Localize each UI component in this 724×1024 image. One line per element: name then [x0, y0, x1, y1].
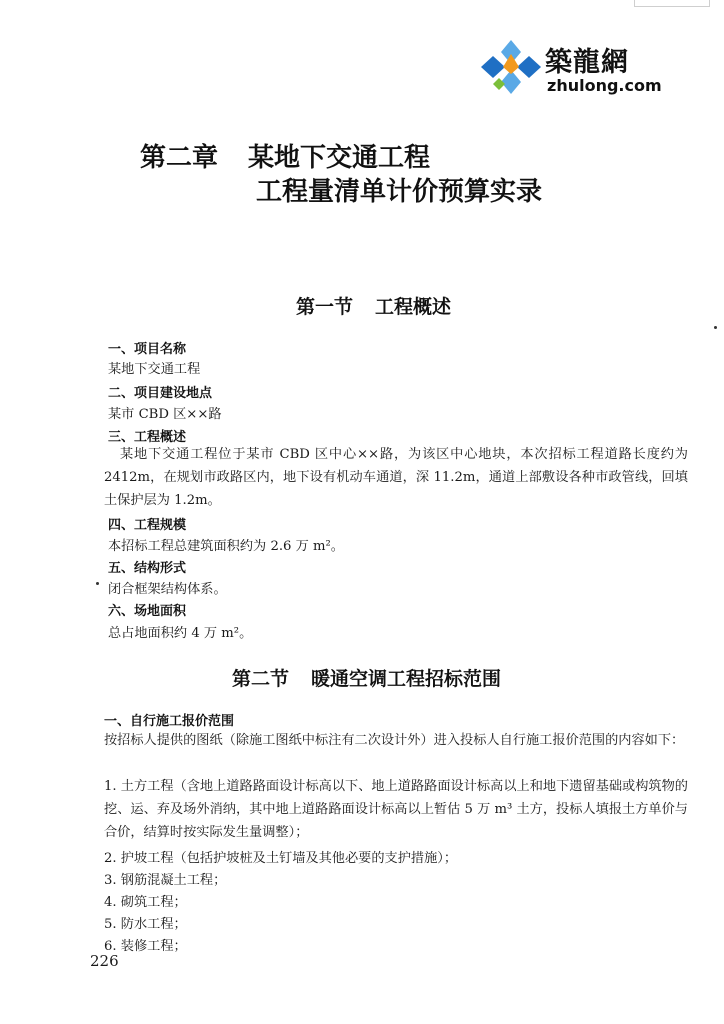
logo-diamond-left [481, 56, 505, 78]
section1-title [296, 292, 451, 319]
section2-sub-heading: 一、自行施工报价范围 [104, 714, 235, 729]
list-item: 2. 护坡工程（包括护坡桩及土钉墙及其他必要的支护措施）； [104, 851, 458, 866]
section2-title [232, 664, 501, 691]
item-text: 某地下交通工程 [108, 362, 201, 377]
list-item: 1. 土方工程（含地上道路路面设计标高以下、地上道路路面设计标高以上和地下遗留基础或构筑物的挖、运、弃及场外消纳，其中地上道路路面设计标高以上暂估 5 万 m³ 土方，投标人填报土方单价与合价，结算时按实际发生量调整）； [104, 779, 688, 840]
item-text: 总占地面积约 4 万 m²。 [108, 626, 253, 641]
item-text: 闭合框架结构体系。 [108, 582, 227, 597]
item-paragraph: 某地下交通工程位于某市 CBD 区中心××路，为该区中心地块，本次招标工程道路长度约为 2412m，在规划市政路区内，地下设有机动车通道，深 11.2m，通道上部敷设各种市政管线，回填土保护层为 1.2m。 [104, 447, 688, 508]
section1-number: 第一节 [296, 296, 354, 318]
logo-mark-icon [479, 38, 543, 96]
section2-number: 第二节 [232, 668, 290, 690]
list-item: 6. 装修工程； [104, 939, 187, 954]
chapter-subtitle: 工程量清单计价预算实录 [256, 177, 543, 207]
item-heading: 一、项目名称 [108, 342, 187, 357]
section1-name: 工程概述 [375, 296, 452, 318]
logo-chinese-name: 築龍網 [545, 47, 629, 78]
scan-speck [714, 326, 717, 329]
zhulong-logo [479, 36, 662, 98]
chapter-title-text: 某地下交通工程 [248, 143, 431, 173]
item-text: 本招标工程总建筑面积约为 2.6 万 m²。 [108, 539, 344, 554]
logo-site-name: zhulong.com [547, 76, 662, 95]
item-heading: 四、工程规模 [108, 518, 187, 533]
item-text: 某市 CBD 区××路 [108, 407, 222, 422]
list-item: 4. 砌筑工程； [104, 895, 187, 910]
item-heading: 二、项目建设地点 [108, 386, 213, 401]
chapter-number: 第二章 [140, 143, 219, 173]
section2-name: 暖通空调工程招标范围 [311, 668, 502, 690]
section2-intro: 按招标人提供的图纸（除施工图纸中标注有二次设计外）进入投标人自行施工报价范围的内容如下： [104, 733, 685, 748]
scan-speck [96, 582, 99, 585]
item-heading: 六、场地面积 [108, 604, 187, 619]
logo-diamond-right [517, 56, 541, 78]
list-item: 5. 防水工程； [104, 917, 187, 932]
item-heading: 三、工程概述 [108, 430, 187, 445]
item-heading: 五、结构形式 [108, 561, 187, 576]
list-item: 3. 钢筋混凝土工程； [104, 873, 227, 888]
chapter-title-line1 [140, 140, 430, 176]
header-strip [634, 0, 710, 7]
page-number: 226 [90, 952, 119, 970]
